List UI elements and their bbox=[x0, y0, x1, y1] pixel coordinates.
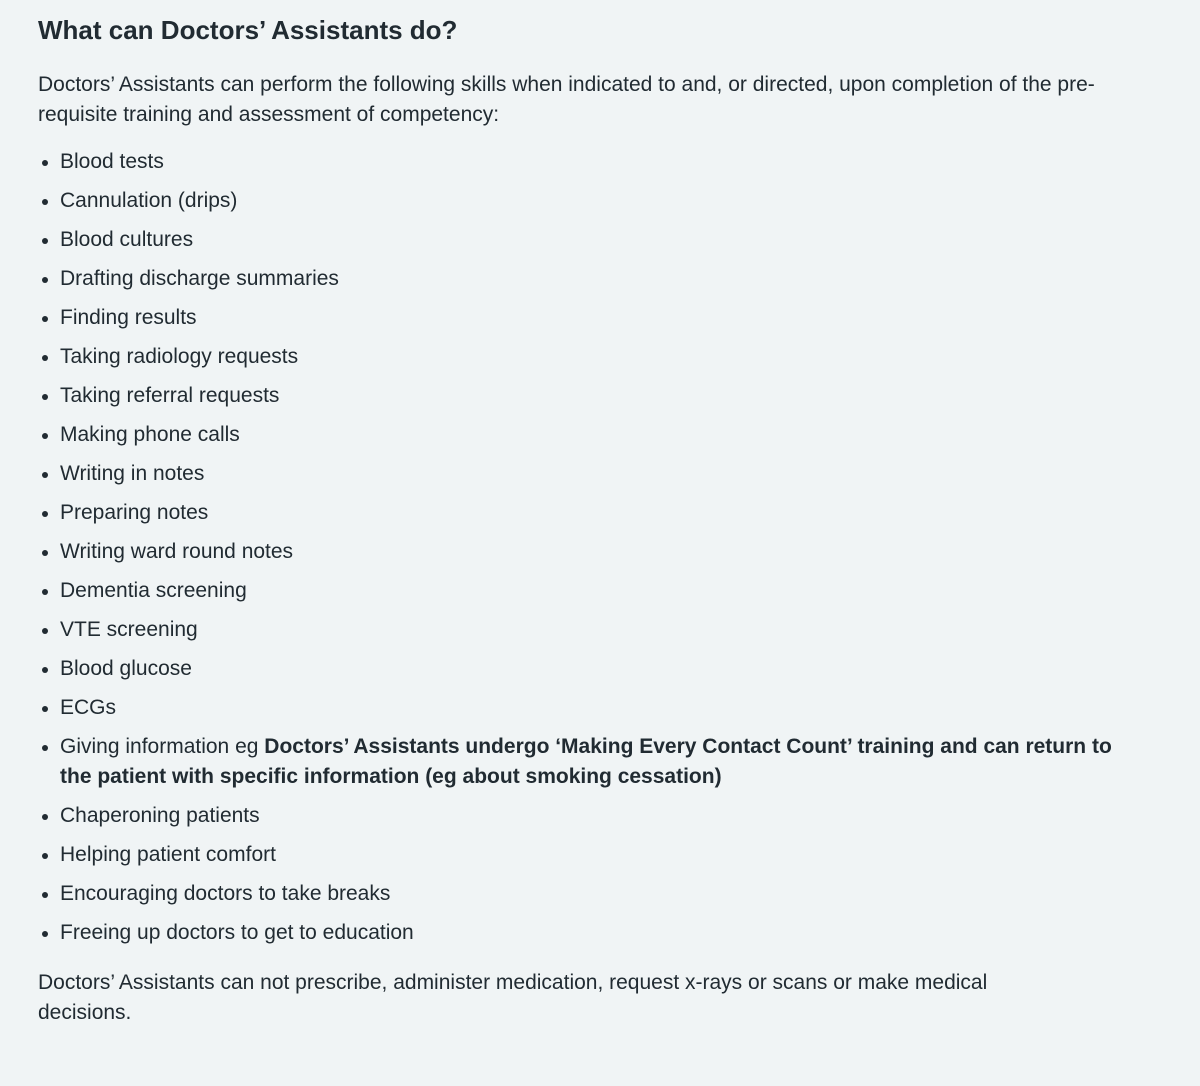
list-item: Chaperoning patients bbox=[60, 801, 1118, 831]
article-content bbox=[38, 0, 1118, 1028]
outro-paragraph: Doctors’ Assistants can not prescribe, administer medication, request x-rays or scans or make medical decisions. bbox=[38, 971, 988, 1024]
intro-paragraph: Doctors’ Assistants can perform the following skills when indicated to and, or directed, upon completion of the pre-requisite training and assessment of competency: bbox=[38, 73, 1095, 126]
list-item: Dementia screening bbox=[60, 576, 1118, 606]
list-item: Blood tests bbox=[60, 147, 1118, 177]
list-item-giving-information bbox=[60, 732, 1118, 792]
skills-list bbox=[38, 147, 1118, 948]
list-item: ECGs bbox=[60, 693, 1118, 723]
list-item: Finding results bbox=[60, 303, 1118, 333]
list-item: Encouraging doctors to take breaks bbox=[60, 879, 1118, 909]
list-item: VTE screening bbox=[60, 615, 1118, 645]
list-item: Making phone calls bbox=[60, 420, 1118, 450]
list-item: Blood cultures bbox=[60, 225, 1118, 255]
page-title: What can Doctors’ Assistants do? bbox=[38, 15, 458, 45]
list-item: Writing ward round notes bbox=[60, 537, 1118, 567]
giving-info-prefix: Giving information eg bbox=[60, 735, 265, 758]
list-item: Taking referral requests bbox=[60, 381, 1118, 411]
list-item: Writing in notes bbox=[60, 459, 1118, 489]
list-item: Preparing notes bbox=[60, 498, 1118, 528]
list-item: Helping patient comfort bbox=[60, 840, 1118, 870]
giving-info-bold: Doctors’ Assistants undergo ‘Making Every Contact Count’ training and can return to the patient with specific information (eg about smoking cessation) bbox=[60, 735, 1112, 788]
list-item: Drafting discharge summaries bbox=[60, 264, 1118, 294]
list-item: Freeing up doctors to get to education bbox=[60, 918, 1118, 948]
list-item: Taking radiology requests bbox=[60, 342, 1118, 372]
list-item: Blood glucose bbox=[60, 654, 1118, 684]
list-item: Cannulation (drips) bbox=[60, 186, 1118, 216]
